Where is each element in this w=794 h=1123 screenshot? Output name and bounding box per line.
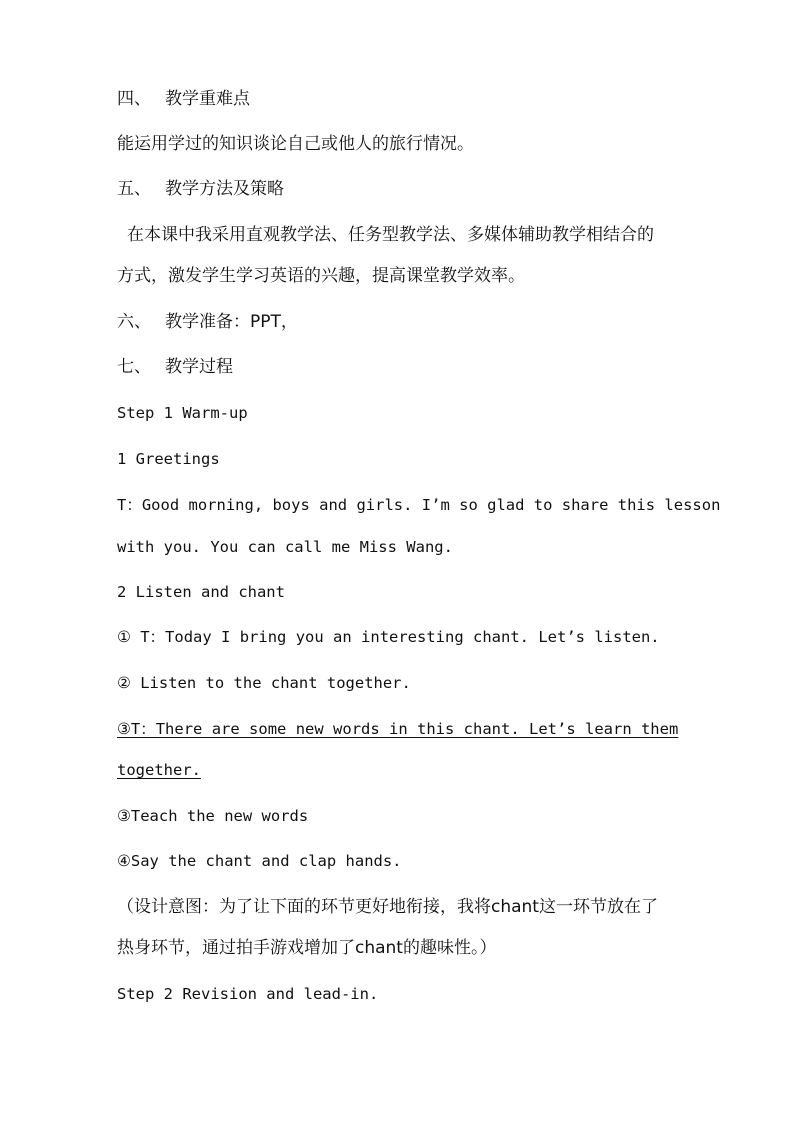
section-heading-7 (117, 356, 737, 378)
section-number: 六、 (117, 312, 151, 332)
paragraph-key-points: 能运用学过的知识谈论自己或他人的旅行情况。 (117, 134, 474, 154)
section-number: 四、 (117, 89, 151, 109)
list-item-4: ④Say the chant and clap hands. (117, 852, 402, 870)
teacher-line-2: with you. You can call me Miss Wang. (117, 538, 453, 556)
list-item-3a-line-2: together. (117, 761, 201, 779)
greetings-heading: 1 Greetings (117, 450, 220, 468)
list-item-3a-line-1: ③T：There are some new words in this chant. Let’s learn them (117, 720, 679, 738)
section-title: 教学准备：PPT， (165, 312, 298, 332)
design-intent-line-1: （设计意图：为了让下面的环节更好地衔接，我将chant这一环节放在了 (117, 897, 658, 917)
step-2-heading: Step 2 Revision and lead-in. (117, 985, 379, 1003)
section-heading-6 (117, 311, 737, 333)
step-1-heading: Step 1 Warm-up (117, 404, 248, 422)
section-title: 教学重难点 (165, 89, 250, 109)
listen-chant-heading: 2 Listen and chant (117, 583, 285, 601)
list-item-1: ① T：Today I bring you an interesting chant. Let’s listen. (117, 628, 660, 646)
list-item-3b: ③Teach the new words (117, 807, 309, 825)
section-number: 七、 (117, 357, 151, 377)
section-number: 五、 (117, 179, 151, 199)
paragraph-methods-line-2: 方式，激发学生学习英语的兴趣，提高课堂教学效率。 (117, 266, 525, 286)
list-item-2: ② Listen to the chant together. (117, 674, 411, 692)
section-heading-5 (117, 178, 737, 200)
section-title: 教学方法及策略 (165, 179, 284, 199)
section-title: 教学过程 (165, 357, 233, 377)
teacher-line-1: T：Good morning, boys and girls. I’m so glad to share this lesson (117, 496, 721, 514)
design-intent-line-2: 热身环节，通过拍手游戏增加了chant的趣味性。） (117, 938, 497, 958)
section-heading-4 (117, 88, 737, 110)
paragraph-methods-line-1: 在本课中我采用直观教学法、任务型教学法、多媒体辅助教学相结合的 (127, 225, 654, 245)
